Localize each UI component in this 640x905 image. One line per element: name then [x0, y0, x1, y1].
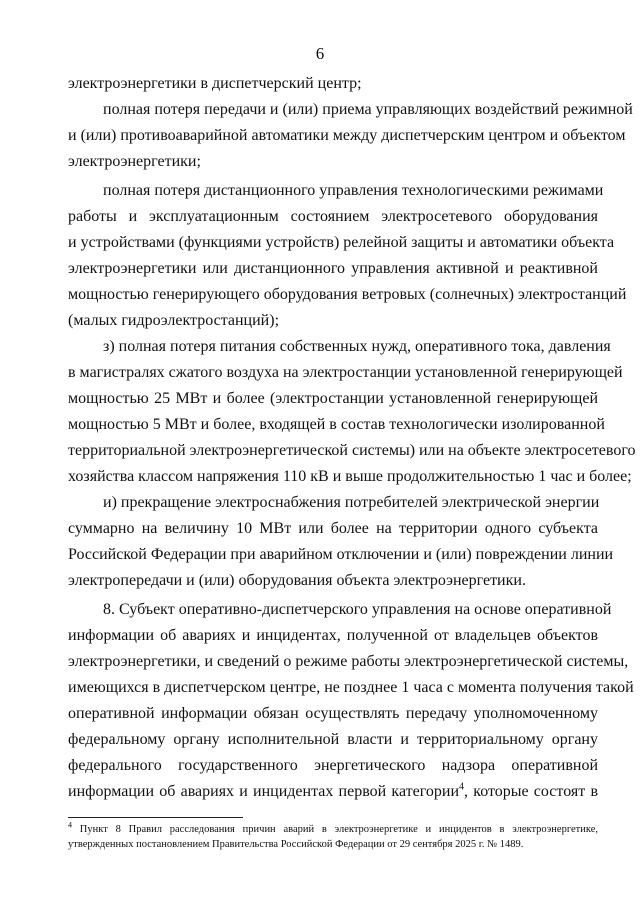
text-line: (малых гидроэлектростанций);: [68, 312, 280, 329]
text-line: полная потеря дистанционного управления технологическими режимами: [103, 182, 604, 199]
text-line: имеющихся в диспетчерском центре, не позднее 1 часа с момента получения такой: [68, 679, 634, 696]
text-line: Российской Федерации при аварийном отключении и (или) повреждении линии: [68, 546, 614, 563]
text-line: и (или) противоаварийной автоматики между диспетчерским центром и объектом: [68, 127, 626, 144]
text-line-with-footnote-ref: [68, 782, 598, 802]
text-line: мощностью генерирующего оборудования ветровых (солнечных) электростанций: [68, 286, 627, 303]
text-line: территориальной электроэнергетической системы) или на объекте электросетевого: [68, 442, 636, 459]
text-line: оперативной информации обязан осуществлять передачу уполномоченному: [68, 705, 598, 722]
text-line: мощностью 5 МВт и более, входящей в состав технологически изолированной: [68, 416, 605, 433]
footnote-reference: 4: [459, 781, 465, 793]
text-line: федеральному органу исполнительной власти и территориальному органу: [68, 731, 598, 748]
text-line: хозяйства классом напряжения 110 кВ и выше продолжительностью 1 час и более;: [68, 468, 632, 485]
text-line: 8. Субъект оперативно-диспетчерского управления на основе оперативной: [103, 601, 612, 618]
text-line: полная потеря передачи и (или) приема управляющих воздействий режимной: [103, 101, 633, 118]
text-line: электроэнергетики в диспетчерский центр;: [68, 75, 362, 92]
text-line: электроэнергетики, и сведений о режиме работы электроэнергетической системы,: [68, 653, 629, 670]
text-line: суммарно на величину 10 МВт или более на территории одного субъекта: [68, 520, 598, 537]
text-line: з) полная потеря питания собственных нужд, оперативного тока, давления: [103, 338, 611, 355]
text-fragment: информации об авариях и инцидентах первой категории: [68, 783, 460, 800]
footnote-text: Пункт 8 Правил расследования причин аварий в электроэнергетике и инцидентов в электроэнергетике,: [72, 824, 598, 835]
text-line: электроэнергетики;: [68, 153, 201, 170]
text-fragment: , которые состоят в: [464, 783, 598, 800]
text-line: в магистралях сжатого воздуха на электростанции установленной генерирующей: [68, 364, 623, 381]
text-line: федерального государственного энергетического надзора оперативной: [68, 757, 598, 774]
footnote-separator: [68, 817, 243, 818]
text-line: электропередачи и (или) оборудования объекта электроэнергетики.: [68, 572, 526, 589]
text-line: работы и эксплуатационным состоянием электросетевого оборудования: [68, 208, 598, 225]
text-line: и устройствами (функциями устройств) релейной защиты и автоматики объекта: [68, 234, 615, 251]
footnote-mark: 4: [68, 820, 72, 830]
text-line: мощностью 25 МВт и более (электростанции установленной генерирующей: [68, 390, 598, 407]
text-line: электроэнергетики или дистанционного управления активной и реактивной: [68, 260, 598, 277]
text-line: и) прекращение электроснабжения потребителей электрической энергии: [103, 494, 600, 511]
footnote-line: утвержденных постановлением Правительства Российской Федерации от 29 сентября 2025 г. № 1489.: [68, 839, 524, 850]
footnote-line: [68, 820, 598, 837]
text-line: информации об авариях и инцидентах, полученной от владельцев объектов: [68, 627, 598, 644]
page-number: 6: [315, 44, 325, 63]
